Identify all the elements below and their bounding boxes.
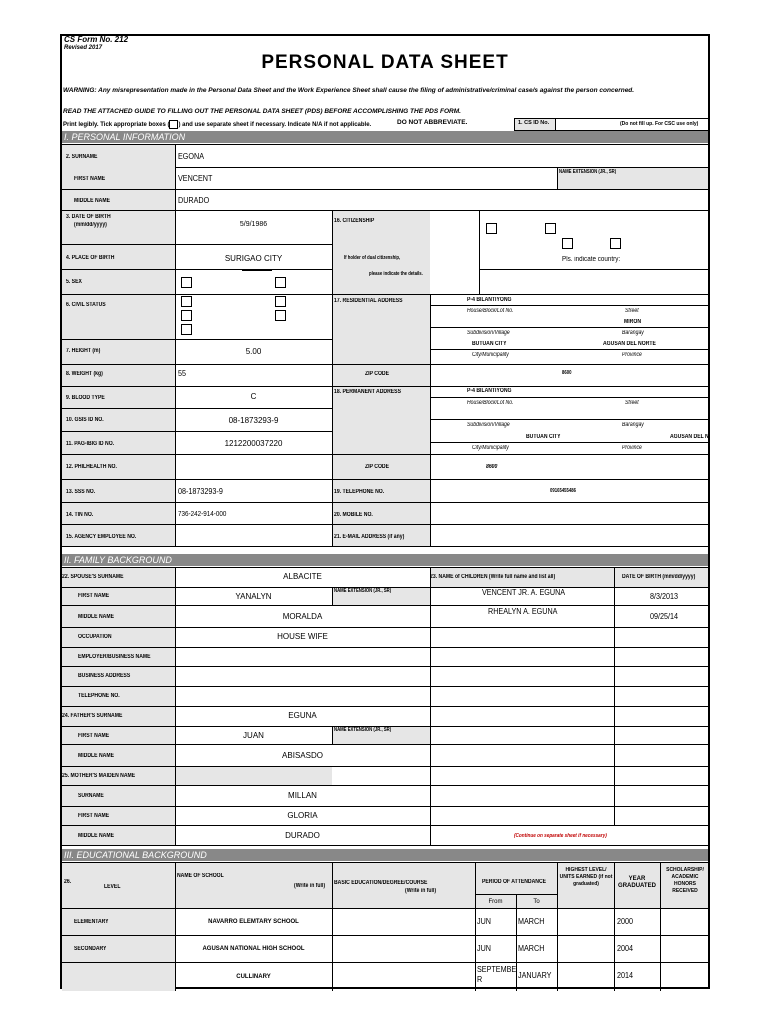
gsis-label: 10. GSIS ID NO. [66, 417, 104, 423]
warning-text: WARNING: Any misrepresentation made in the Personal Data Sheet and the Work Experience Sheet shall cause the filing of administrative/criminal case/s against the person concerned. [63, 87, 635, 94]
res-zip-label: ZIP CODE [365, 371, 389, 377]
period-header: PERIOD OF ATTENDANCE [482, 879, 547, 885]
mother-surname-label: SURNAME [78, 793, 104, 799]
form-number: CS Form No. 212 [64, 35, 129, 44]
edu-row1-year[interactable]: 2000 [617, 917, 634, 926]
house-block-label: House/Block/Lot No. [467, 308, 514, 314]
child2-name[interactable]: RHEALYN A. EGUNA [488, 607, 558, 616]
edu-row1-school[interactable]: NAVARRO ELEMTARY SCHOOL [208, 919, 299, 925]
tin-value[interactable]: 736-242-914-000 [178, 511, 227, 518]
page-title: PERSONAL DATA SHEET [261, 52, 509, 73]
by-naturalization-checkbox[interactable] [610, 238, 621, 249]
sss-value[interactable]: 08-1873293-9 [178, 487, 223, 496]
permanent-address-label: 18. PERMANENT ADDRESS [334, 389, 401, 395]
print-note: Print legibly. Tick appropriate boxes ( ) and use separate sheet if necessary. Indicate N/A if not applicable. [63, 120, 371, 129]
civil-status-label: 6. CIVIL STATUS [66, 302, 106, 308]
mother-middlename-label: MIDDLE NAME [78, 833, 114, 839]
perm-city-value[interactable]: BUTUAN CITY [526, 434, 561, 440]
year-graduated-header: YEAR GRADUATED [618, 876, 656, 889]
middlename-value[interactable]: DURADO [178, 196, 210, 205]
spouse-name-ext-label: NAME EXTENSION (JR., SR) [334, 588, 392, 594]
perm-province-label: Province [622, 445, 642, 451]
surname-value[interactable]: EGONA [178, 152, 205, 161]
school-header: NAME OF SCHOOL [177, 873, 224, 879]
res-house-value[interactable]: P-4 BILANTIYONG [467, 297, 512, 303]
csc-use-note: (Do not fill up. For CSC use only) [620, 121, 699, 127]
single-checkbox[interactable] [181, 296, 192, 307]
edu-row1-to[interactable]: MARCH [518, 917, 545, 926]
father-middlename-value[interactable]: ABISASDO [282, 751, 323, 760]
pagibig-label: 11. PAG-IBIG ID NO. [66, 441, 115, 447]
no-abbreviate-note: DO NOT ABBREVIATE. [397, 119, 468, 126]
edu-row3-to[interactable]: JANUARY [518, 971, 552, 980]
edu-row3-year[interactable]: 2014 [617, 971, 634, 980]
father-name-ext-label: NAME EXTENSION (JR., SR) [334, 727, 392, 733]
married-checkbox[interactable] [275, 296, 286, 307]
edu-row2-from[interactable]: JUN [477, 944, 492, 953]
perm-zip-value[interactable]: 8600 [486, 464, 498, 470]
telephone-value[interactable]: 09165455486 [550, 488, 577, 494]
weight-value[interactable]: 55 [178, 369, 187, 378]
barangay-label: Barangay [622, 330, 644, 336]
name-extension-label: NAME EXTENSION (JR., SR) [559, 169, 617, 175]
level-header: LEVEL [104, 884, 121, 890]
height-value[interactable]: 5.00 [245, 347, 262, 356]
male-checkbox[interactable] [181, 277, 192, 288]
honors-header: SCHOLARSHIP/ ACADEMIC HONORS RECEIVED [666, 867, 704, 894]
edu-row2-year[interactable]: 2004 [617, 944, 634, 953]
subdivision-label: Subdivision/Village [467, 330, 510, 336]
widowed-checkbox[interactable] [181, 310, 192, 321]
business-address-label: BUSINESS ADDRESS [78, 673, 131, 679]
dob-label: 3. DATE OF BIRTH [66, 214, 111, 220]
from-header: From [488, 899, 503, 905]
section-family-background: II. FAMILY BACKGROUND [62, 554, 708, 566]
pagibig-value[interactable]: 1212200037220 [224, 439, 283, 448]
province-label: Province [622, 352, 642, 358]
blood-type-label: 9. BLOOD TYPE [66, 395, 105, 401]
edu-row3-from[interactable]: SEPTEMBE R [477, 965, 517, 984]
email-label: 21. E-MAIL ADDRESS (if any) [334, 534, 405, 540]
dual-citizenship-note-1: If holder of dual citizenship, [344, 255, 401, 261]
surname-label: 2. SURNAME [66, 154, 98, 160]
perm-house-value[interactable]: P-4 BILANTIYONG [467, 388, 512, 394]
mother-firstname-label: FIRST NAME [78, 813, 110, 819]
tin-label: 14. TIN NO. [66, 512, 94, 518]
section-personal-information: I. PERSONAL INFORMATION [62, 131, 708, 143]
telephone-label: 19. TELEPHONE NO. [334, 489, 385, 495]
by-birth-checkbox[interactable] [562, 238, 573, 249]
filipino-checkbox[interactable] [486, 223, 497, 234]
height-label: 7. HEIGHT (m) [66, 348, 101, 354]
spouse-telephone-label: TELEPHONE NO. [78, 693, 120, 699]
revised-date: Revised 2017 [64, 45, 103, 51]
philhealth-label: 12. PHILHEALTH NO. [66, 464, 117, 470]
residential-address-label: 17. RESIDENTIAL ADDRESS [334, 298, 403, 304]
female-checkbox[interactable] [275, 277, 286, 288]
dual-citizenship-checkbox[interactable] [545, 223, 556, 234]
mother-maiden-label: 25. MOTHER'S MAIDEN NAME [62, 773, 136, 779]
agency-employee-label: 15. AGENCY EMPLOYEE NO. [66, 534, 137, 540]
pob-value[interactable]: SURIGAO CITY [224, 254, 283, 263]
section-educational-background: III. EDUCATIONAL BACKGROUND [62, 849, 708, 861]
father-firstname-value[interactable]: JUAN [243, 731, 264, 740]
perm-house-block-label: House/Block/Lot No. [467, 400, 514, 406]
spouse-firstname-label: FIRST NAME [78, 593, 110, 599]
to-header: To [533, 899, 540, 905]
father-firstname-label: FIRST NAME [78, 733, 110, 739]
blood-type-value[interactable]: C [250, 392, 257, 401]
edu-row1-level: ELEMENTARY [74, 919, 109, 925]
pob-label: 4. PLACE OF BIRTH [66, 255, 115, 261]
perm-province-value[interactable]: AGUSAN DEL N [670, 434, 709, 440]
res-province-value[interactable]: AGUSAN DEL NORTE [603, 341, 656, 347]
child2-dob[interactable]: 09/25/14 [650, 612, 679, 621]
other-status-checkbox[interactable] [181, 324, 192, 335]
edu-row2-school[interactable]: AGUSAN NATIONAL HIGH SCHOOL [202, 946, 305, 952]
father-surname-value[interactable]: EGUNA [288, 711, 317, 720]
perm-barangay-label: Barangay [622, 422, 644, 428]
highest-level-header: HIGHEST LEVEL/ UNITS EARNED (if not graduated) [559, 867, 613, 887]
edu-row2-to[interactable]: MARCH [518, 944, 545, 953]
child1-dob[interactable]: 8/3/2013 [650, 592, 679, 601]
mother-middlename-value[interactable]: DURADO [285, 831, 320, 840]
sex-label: 5. SEX [66, 279, 82, 285]
father-middlename-label: MIDDLE NAME [78, 753, 114, 759]
country-note: Pls. indicate country: [562, 256, 621, 263]
spouse-middlename-value[interactable]: MORALDA [282, 612, 323, 621]
sss-label: 13. SSS NO. [66, 489, 96, 495]
res-barangay-value[interactable]: MIRON [624, 319, 641, 325]
children-label: 23. NAME of CHILDREN (Write full name and list all) [430, 574, 556, 580]
continue-note: (Continue on separate sheet if necessary) [514, 833, 607, 839]
firstname-label: FIRST NAME [74, 176, 106, 182]
gsis-value[interactable]: 08-1873293-9 [228, 416, 279, 425]
personal-data-sheet [60, 34, 710, 989]
course-header: BASIC EDUCATION/DEGREE/COURSE [334, 880, 428, 886]
employer-label: EMPLOYER/BUSINESS NAME [78, 654, 151, 660]
child1-name[interactable]: VENCENT JR. A. EGUNA [482, 588, 566, 597]
separated-checkbox[interactable] [275, 310, 286, 321]
perm-street-label: Street [625, 400, 639, 406]
perm-subdivision-label: Subdivision/Village [467, 422, 510, 428]
guide-text: READ THE ATTACHED GUIDE TO FILLING OUT THE PERSONAL DATA SHEET (PDS) BEFORE ACCOMPLISHING THE PDS FORM. [63, 108, 461, 115]
street-label: Street [625, 308, 639, 314]
citizenship-label: 16. CITIZENSHIP [334, 218, 375, 224]
res-zip-value[interactable]: 8600 [562, 370, 572, 376]
mother-surname-value[interactable]: MILLAN [288, 791, 317, 800]
occupation-value[interactable]: HOUSE WIFE [277, 632, 328, 641]
edu-row2-level: SECONDARY [74, 946, 107, 952]
course-write-full: (Write in full) [405, 888, 437, 894]
spouse-surname-value[interactable]: ALBACITE [283, 572, 322, 581]
perm-city-label: City/Municipality [472, 445, 509, 451]
spouse-surname-label: 22. SPOUSE'S SURNAME [62, 574, 124, 580]
child-dob-label: DATE OF BIRTH (mm/dd/yyyy) [622, 574, 696, 580]
city-label: City/Municipality [472, 352, 509, 358]
spouse-firstname-value[interactable]: YANALYN [235, 592, 272, 601]
mother-firstname-value[interactable]: GLORIA [287, 811, 318, 820]
res-city-value[interactable]: BUTUAN CITY [472, 341, 507, 347]
weight-label: 8. WEIGHT (kg) [66, 371, 103, 377]
firstname-value[interactable]: VENCENT [178, 174, 213, 183]
father-surname-label: 24. FATHER'S SURNAME [62, 713, 123, 719]
edu-row1-from[interactable]: JUN [477, 917, 492, 926]
perm-zip-label: ZIP CODE [365, 464, 389, 470]
education-number: 26. [64, 879, 72, 885]
dob-format: (mm/dd/yyyy) [74, 222, 107, 228]
school-write-full: (Write in full) [294, 883, 326, 889]
cs-id-label: 1. CS ID No. [518, 120, 550, 126]
dual-citizenship-note-2: please indicate the details. [369, 271, 423, 277]
middlename-label: MIDDLE NAME [74, 198, 110, 204]
edu-row3-school[interactable]: CULLINARY [236, 974, 271, 980]
spouse-middlename-label: MIDDLE NAME [78, 614, 114, 620]
occupation-label: OCCUPATION [78, 634, 112, 640]
dob-value[interactable]: 5/9/1986 [239, 221, 268, 228]
mobile-label: 20. MOBILE NO. [334, 512, 373, 518]
